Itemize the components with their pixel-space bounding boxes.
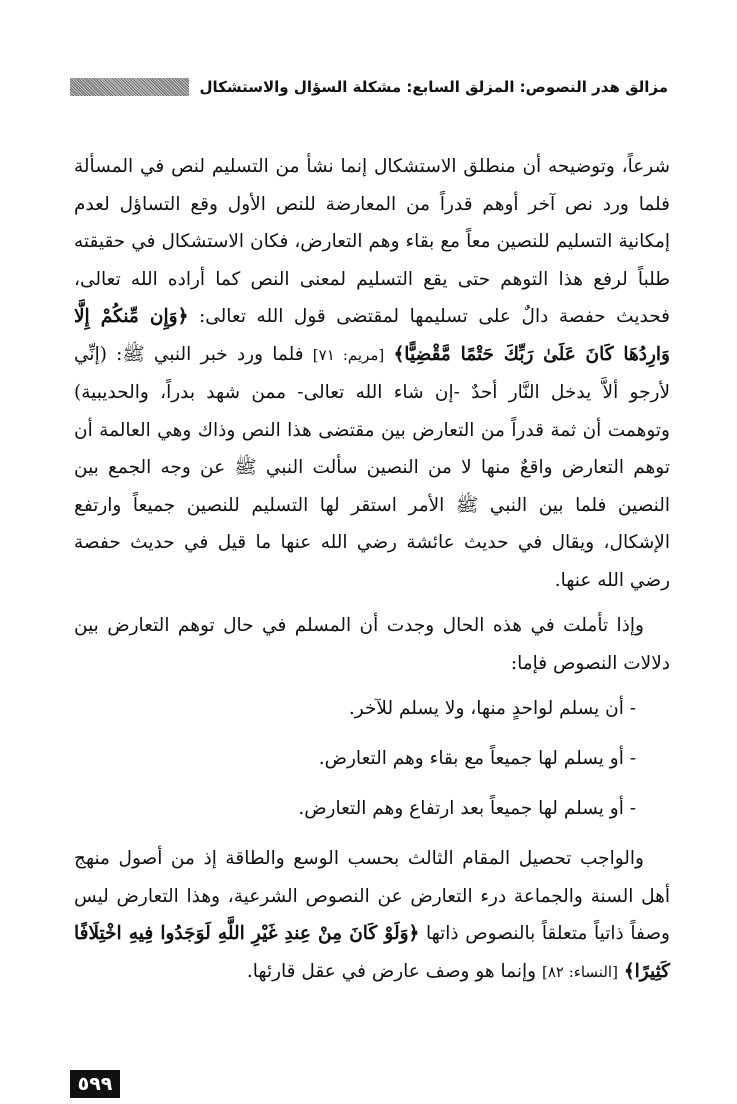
paragraph-1: [74, 148, 670, 599]
list-item: - أو يسلم لها جميعاً مع بقاء وهم التعارض.: [318, 748, 636, 769]
verse-reference-nisa: [النساء: ٨٢]: [542, 962, 618, 981]
paragraph-3: [74, 840, 670, 991]
page-content: [74, 148, 670, 999]
header-title: مزالق هدر النصوص: المزلق السابع: مشكلة السؤال والاستشكال: [199, 78, 668, 96]
paragraph-3-text-a: والواجب تحصيل المقام الثالث بحسب الوسع والطاقة إذ من أصول منهج أهل السنة والجماعة درء التعارض عن النصوص الشرعية، وهذا التعارض ليس وصفاً ذاتياً متعلقاً بالنصوص ذاتها: [74, 848, 670, 944]
paragraph-1-text-b: فلما ورد خبر النبي ﷺ: (إنِّي لأرجو ألاَّ يدخل النَّار أحدٌ -إن شاء الله تعالى- ممن شهد بدراً، والحديبية) وتوهمت أن ثمة قدراً من التعارض بين مقتضى هذا النص وذاك وهي العالمة أن توهم التعارض واقعٌ منها لا من النصين سألت النبي ﷺ عن وجه الجمع بين النصين فلما بين النبي ﷺ الأمر استقر لها التسليم للنصين جميعاً وارتفع الإشكال، ويقال في حديث عائشة رضي الله عنها ما قيل في حديث حفصة رضي الله عنها.: [74, 343, 670, 591]
quran-verse-maryam: ﴿وَإِن مِّنكُمْ إِلَّا وَارِدُهَا كَانَ عَلَىٰ رَبِّكَ حَتْمًا مَّقْضِيًّا﴾: [74, 306, 670, 365]
list-item: - أو يسلم لها جميعاً بعد ارتفاع وهم التعارض.: [298, 798, 636, 819]
list-item: - أن يسلم لواحدٍ منها، ولا يسلم للآخر.: [348, 698, 636, 719]
header-decorative-bar: [70, 78, 189, 96]
running-header: [70, 72, 668, 102]
options-list: [74, 690, 670, 827]
quran-verse-nisa: ﴿وَلَوْ كَانَ مِنْ عِندِ غَيْرِ اللَّهِ لَوَجَدُوا فِيهِ اخْتِلَافًا كَثِيرًا﴾: [74, 923, 670, 982]
paragraph-3-text-b: وإنما هو وصف عارض في عقل قارئها.: [246, 960, 542, 982]
paragraph-1-text-a: شرعاً، وتوضيحه أن منطلق الاستشكال إنما نشأ من التسليم لنص في المسألة فلما ورد نص آخر أوهم قدراً من المعارضة للنص الأول وقع التساؤل لعدم إمكانية التسليم للنصين معاً مع بقاء وهم التعارض، فكان الاستشكال في حقيقته طلباً لرفع هذا التوهم حتى يقع التسليم لمعنى النص كما أراده الله تعالى، فحديث حفصة دالٌ على تسليمها لمقتضى قول الله تعالى:: [74, 156, 670, 327]
paragraph-2: وإذا تأملت في هذه الحال وجدت أن المسلم في حال توهم التعارض بين دلالات النصوص فإما:: [74, 615, 670, 674]
verse-reference-maryam: [مريم: ٧١]: [312, 345, 385, 364]
page-number: ٥٩٩: [70, 1070, 120, 1098]
